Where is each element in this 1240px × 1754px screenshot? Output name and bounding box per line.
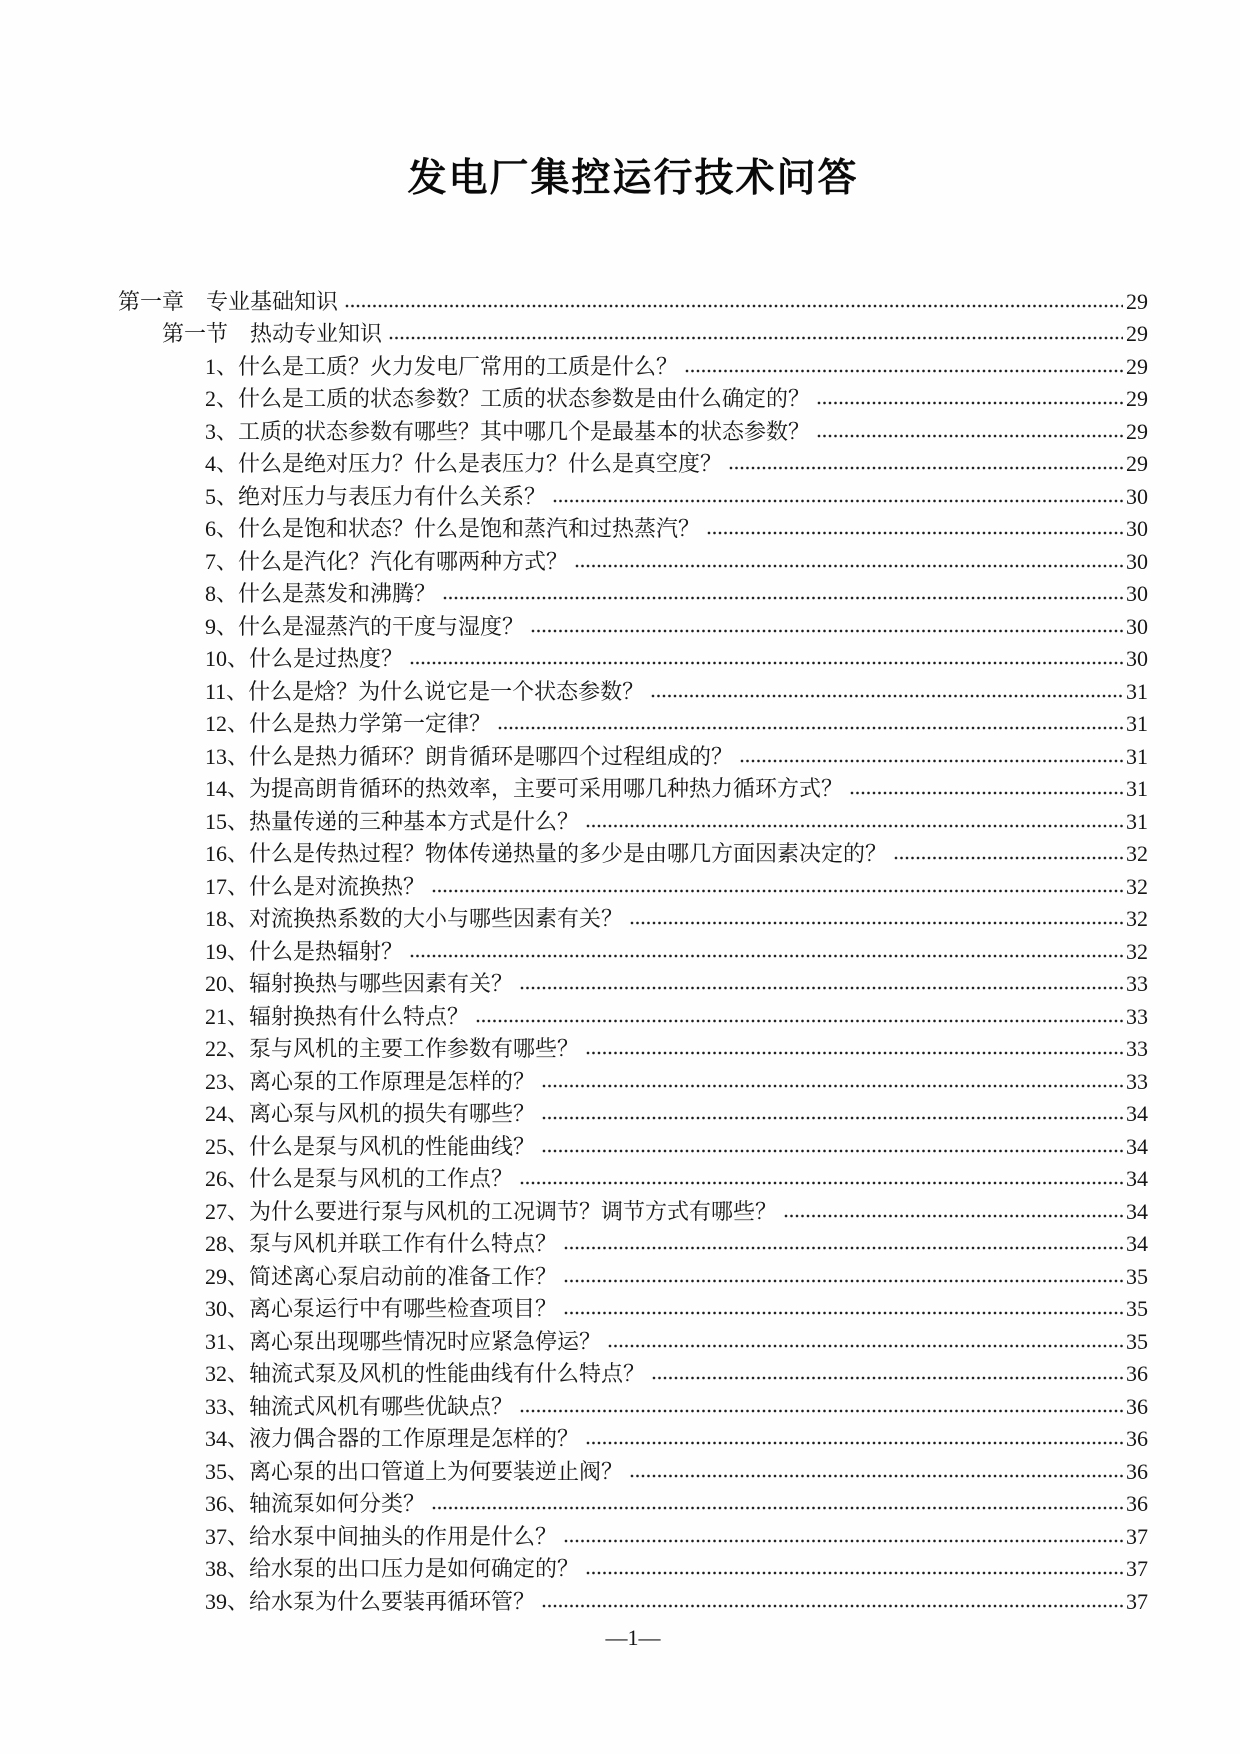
toc-entry-label: 26、什么是泵与风机的工作点？ xyxy=(205,1166,514,1191)
toc-item-row xyxy=(118,1583,1148,1616)
toc-page-number: 29 xyxy=(1126,451,1148,476)
toc-page-number: 37 xyxy=(1126,1556,1148,1581)
toc-item-row xyxy=(118,901,1148,934)
toc-entry-label: 11、什么是焓？为什么说它是一个状态参数？ xyxy=(205,678,645,704)
toc-item-row xyxy=(118,738,1148,771)
toc-page-number: 33 xyxy=(1126,971,1148,996)
document-title: 发电厂集控运行技术问答 xyxy=(407,157,859,200)
toc-page-number: 36 xyxy=(1126,1426,1148,1451)
toc-item-row xyxy=(118,673,1148,706)
toc-item-row xyxy=(118,966,1148,999)
toc-page-number: 30 xyxy=(1126,516,1148,541)
toc-page-number: 34 xyxy=(1126,1231,1148,1256)
toc-dot-leader xyxy=(630,921,1123,925)
toc-page-number: 29 xyxy=(1126,386,1148,411)
toc-entry-label: 2、什么是工质的状态参数？工质的状态参数是由什么确定的？ xyxy=(205,386,811,411)
toc-page-number: 32 xyxy=(1126,841,1148,866)
toc-entry-label: 14、为提高朗肯循环的热效率，主要可采用哪几种热力循环方式？ xyxy=(205,776,844,801)
toc-item-row xyxy=(118,1323,1148,1356)
toc-entry-label: 33、轴流式风机有哪些优缺点？ xyxy=(205,1393,514,1419)
toc-dot-leader xyxy=(784,1214,1123,1218)
toc-dot-leader xyxy=(520,986,1123,990)
toc-item-row xyxy=(118,1161,1148,1194)
toc-entry-label: 37、给水泵中间抽头的作用是什么？ xyxy=(205,1523,558,1549)
toc-entry-label: 39、给水泵为什么要装再循环管？ xyxy=(205,1588,536,1614)
toc-page-number: 36 xyxy=(1126,1361,1148,1386)
toc-item-row xyxy=(118,1291,1148,1324)
toc-page-number: 31 xyxy=(1126,776,1148,801)
toc-entry-label: 18、对流换热系数的大小与哪些因素有关？ xyxy=(205,906,624,931)
toc-dot-leader xyxy=(652,1376,1123,1380)
toc-dot-leader xyxy=(740,759,1123,763)
toc-item-row xyxy=(118,836,1148,869)
toc-entry-label: 10、什么是过热度？ xyxy=(205,646,404,671)
toc-page-number: 35 xyxy=(1126,1328,1148,1354)
toc-item-row xyxy=(118,803,1148,836)
toc-dot-leader xyxy=(542,1604,1123,1608)
toc-page-number: 35 xyxy=(1126,1263,1148,1289)
toc-item-row xyxy=(118,1453,1148,1486)
toc-item-row xyxy=(118,1551,1148,1584)
toc-page-number: 29 xyxy=(1126,321,1148,346)
toc-page-number: 33 xyxy=(1126,1003,1148,1029)
toc-dot-leader xyxy=(817,434,1123,438)
toc-page-number: 30 xyxy=(1126,483,1148,509)
toc-item-row xyxy=(118,576,1148,609)
toc-entry-label: 25、什么是泵与风机的性能曲线？ xyxy=(205,1133,536,1159)
toc-dot-leader xyxy=(520,1409,1123,1413)
toc-entry-label: 38、给水泵的出口压力是如何确定的？ xyxy=(205,1556,580,1581)
toc-item-row xyxy=(118,706,1148,739)
toc-entry-label: 31、离心泵出现哪些情况时应紧急停运？ xyxy=(205,1328,602,1354)
toc-page-number: 32 xyxy=(1126,873,1148,899)
toc-entry-label: 17、什么是对流换热？ xyxy=(205,873,426,899)
toc-page-number: 35 xyxy=(1126,1296,1148,1321)
toc-page-number: 36 xyxy=(1126,1491,1148,1516)
toc-entry-label: 32、轴流式泵及风机的性能曲线有什么特点？ xyxy=(205,1361,646,1386)
toc-entry-label: 12、什么是热力学第一定律？ xyxy=(205,711,492,736)
toc-item-row xyxy=(118,1128,1148,1161)
toc-item-row xyxy=(118,1193,1148,1226)
toc-entry-label: 24、离心泵与风机的损失有哪些？ xyxy=(205,1101,536,1126)
toc-item-row xyxy=(118,998,1148,1031)
toc-dot-leader xyxy=(608,1344,1123,1348)
toc-dot-leader xyxy=(432,1506,1123,1510)
toc-item-row xyxy=(118,348,1148,381)
toc-dot-leader xyxy=(817,401,1123,405)
toc-dot-leader xyxy=(850,791,1123,795)
toc-dot-leader xyxy=(685,369,1123,373)
toc-item-row xyxy=(118,771,1148,804)
toc-page-number: 31 xyxy=(1126,743,1148,769)
toc-dot-leader xyxy=(651,694,1123,698)
toc-item-row xyxy=(118,868,1148,901)
toc-page-number: 29 xyxy=(1126,353,1148,379)
toc-page-number: 29 xyxy=(1126,418,1148,444)
toc-item-row xyxy=(118,1486,1148,1519)
toc-dot-leader xyxy=(410,954,1123,958)
toc-entry-label: 第一章 专业基础知识 xyxy=(118,288,339,314)
toc-dot-leader xyxy=(564,1279,1123,1283)
toc-item-row xyxy=(118,1258,1148,1291)
toc-dot-leader xyxy=(443,596,1123,600)
toc-page-number: 32 xyxy=(1126,938,1148,964)
toc-entry-label: 29、简述离心泵启动前的准备工作？ xyxy=(205,1263,558,1289)
toc-page-number: 32 xyxy=(1126,906,1148,931)
toc-dot-leader xyxy=(586,1441,1123,1445)
toc-dot-leader xyxy=(564,1539,1123,1543)
toc-dot-leader xyxy=(345,304,1123,308)
toc-page-number: 30 xyxy=(1126,548,1148,574)
toc-item-row xyxy=(118,543,1148,576)
toc-item-row xyxy=(118,1226,1148,1259)
toc-entry-label: 36、轴流泵如何分类？ xyxy=(205,1491,426,1516)
toc-page-number: 37 xyxy=(1126,1588,1148,1614)
toc-page-number: 30 xyxy=(1126,646,1148,671)
toc-entry-label: 15、热量传递的三种基本方式是什么？ xyxy=(205,808,580,834)
toc-entry-label: 30、离心泵运行中有哪些检查项目？ xyxy=(205,1296,558,1321)
toc-entry-label: 3、工质的状态参数有哪些？其中哪几个是最基本的状态参数？ xyxy=(205,418,811,444)
toc-item-row xyxy=(118,608,1148,641)
toc-item-row xyxy=(118,381,1148,414)
toc-item-row xyxy=(118,511,1148,544)
toc-dot-leader xyxy=(498,726,1123,730)
toc-dot-leader xyxy=(542,1116,1123,1120)
toc-page-number: 34 xyxy=(1126,1166,1148,1191)
toc-page-number: 31 xyxy=(1126,808,1148,834)
toc-page-number: 33 xyxy=(1126,1036,1148,1061)
toc-entry-label: 第一节 热动专业知识 xyxy=(162,321,383,346)
toc-section-row xyxy=(118,316,1148,349)
toc-page-number: 29 xyxy=(1126,288,1148,314)
toc-item-row xyxy=(118,933,1148,966)
toc-entry-label: 21、辐射换热有什么特点？ xyxy=(205,1003,470,1029)
toc-dot-leader xyxy=(432,889,1123,893)
toc-entry-label: 28、泵与风机并联工作有什么特点？ xyxy=(205,1231,558,1256)
toc-page-number: 37 xyxy=(1126,1523,1148,1549)
toc-page-number: 31 xyxy=(1126,678,1148,704)
toc-item-row xyxy=(118,1063,1148,1096)
toc-entry-label: 27、为什么要进行泵与风机的工况调节？调节方式有哪些？ xyxy=(205,1198,778,1224)
toc-dot-leader xyxy=(476,1019,1123,1023)
toc-page-number: 34 xyxy=(1126,1198,1148,1224)
toc-dot-leader xyxy=(564,1311,1123,1315)
toc-entry-label: 23、离心泵的工作原理是怎样的？ xyxy=(205,1068,536,1094)
toc-item-row xyxy=(118,478,1148,511)
toc-entry-label: 16、什么是传热过程？物体传递热量的多少是由哪几方面因素决定的？ xyxy=(205,841,888,866)
page-number-footer: —1— xyxy=(605,1625,661,1650)
toc-entry-label: 8、什么是蒸发和沸腾？ xyxy=(205,581,437,606)
toc-dot-leader xyxy=(586,1051,1123,1055)
toc-item-row xyxy=(118,1518,1148,1551)
toc-page-number: 34 xyxy=(1126,1101,1148,1126)
toc-item-row xyxy=(118,641,1148,674)
toc-dot-leader xyxy=(410,661,1123,665)
toc-entry-label: 5、绝对压力与表压力有什么关系？ xyxy=(205,483,547,509)
toc-page-number: 34 xyxy=(1126,1133,1148,1159)
toc-dot-leader xyxy=(586,824,1123,828)
toc-item-row xyxy=(118,1031,1148,1064)
toc-dot-leader xyxy=(389,336,1123,340)
toc-dot-leader xyxy=(630,1474,1123,1478)
toc-page-number: 33 xyxy=(1126,1068,1148,1094)
toc-item-row xyxy=(118,1421,1148,1454)
toc-chapter-row xyxy=(118,283,1148,316)
toc-list xyxy=(118,283,1148,1616)
toc-dot-leader xyxy=(542,1084,1123,1088)
toc-entry-label: 1、什么是工质？火力发电厂常用的工质是什么？ xyxy=(205,353,679,379)
toc-entry-label: 19、什么是热辐射？ xyxy=(205,938,404,964)
toc-entry-label: 22、泵与风机的主要工作参数有哪些？ xyxy=(205,1036,580,1061)
toc-page-number: 30 xyxy=(1126,581,1148,606)
toc-entry-label: 6、什么是饱和状态？什么是饱和蒸汽和过热蒸汽？ xyxy=(205,516,701,541)
toc-item-row xyxy=(118,1356,1148,1389)
toc-item-row xyxy=(118,413,1148,446)
toc-entry-label: 34、液力偶合器的工作原理是怎样的？ xyxy=(205,1426,580,1451)
toc-entry-label: 4、什么是绝对压力？什么是表压力？什么是真空度？ xyxy=(205,451,723,476)
toc-page-number: 31 xyxy=(1126,711,1148,736)
toc-dot-leader xyxy=(729,466,1123,470)
toc-entry-label: 35、离心泵的出口管道上为何要装逆止阀？ xyxy=(205,1458,624,1484)
toc-dot-leader xyxy=(707,531,1123,535)
toc-page-number: 36 xyxy=(1126,1393,1148,1419)
toc-page-number: 36 xyxy=(1126,1458,1148,1484)
toc-dot-leader xyxy=(553,499,1123,503)
toc-dot-leader xyxy=(575,564,1123,568)
toc-item-row xyxy=(118,446,1148,479)
toc-item-row xyxy=(118,1096,1148,1129)
toc-entry-label: 13、什么是热力循环？朗肯循环是哪四个过程组成的？ xyxy=(205,743,734,769)
toc-dot-leader xyxy=(564,1246,1123,1250)
toc-entry-label: 20、辐射换热与哪些因素有关？ xyxy=(205,971,514,996)
toc-item-row xyxy=(118,1388,1148,1421)
toc-dot-leader xyxy=(894,856,1123,860)
toc-page-number: 30 xyxy=(1126,613,1148,639)
toc-dot-leader xyxy=(531,629,1123,633)
toc-dot-leader xyxy=(542,1149,1123,1153)
toc-entry-label: 7、什么是汽化？汽化有哪两种方式？ xyxy=(205,548,569,574)
toc-dot-leader xyxy=(520,1181,1123,1185)
toc-entry-label: 9、什么是湿蒸汽的干度与湿度？ xyxy=(205,613,525,639)
toc-dot-leader xyxy=(586,1571,1123,1575)
